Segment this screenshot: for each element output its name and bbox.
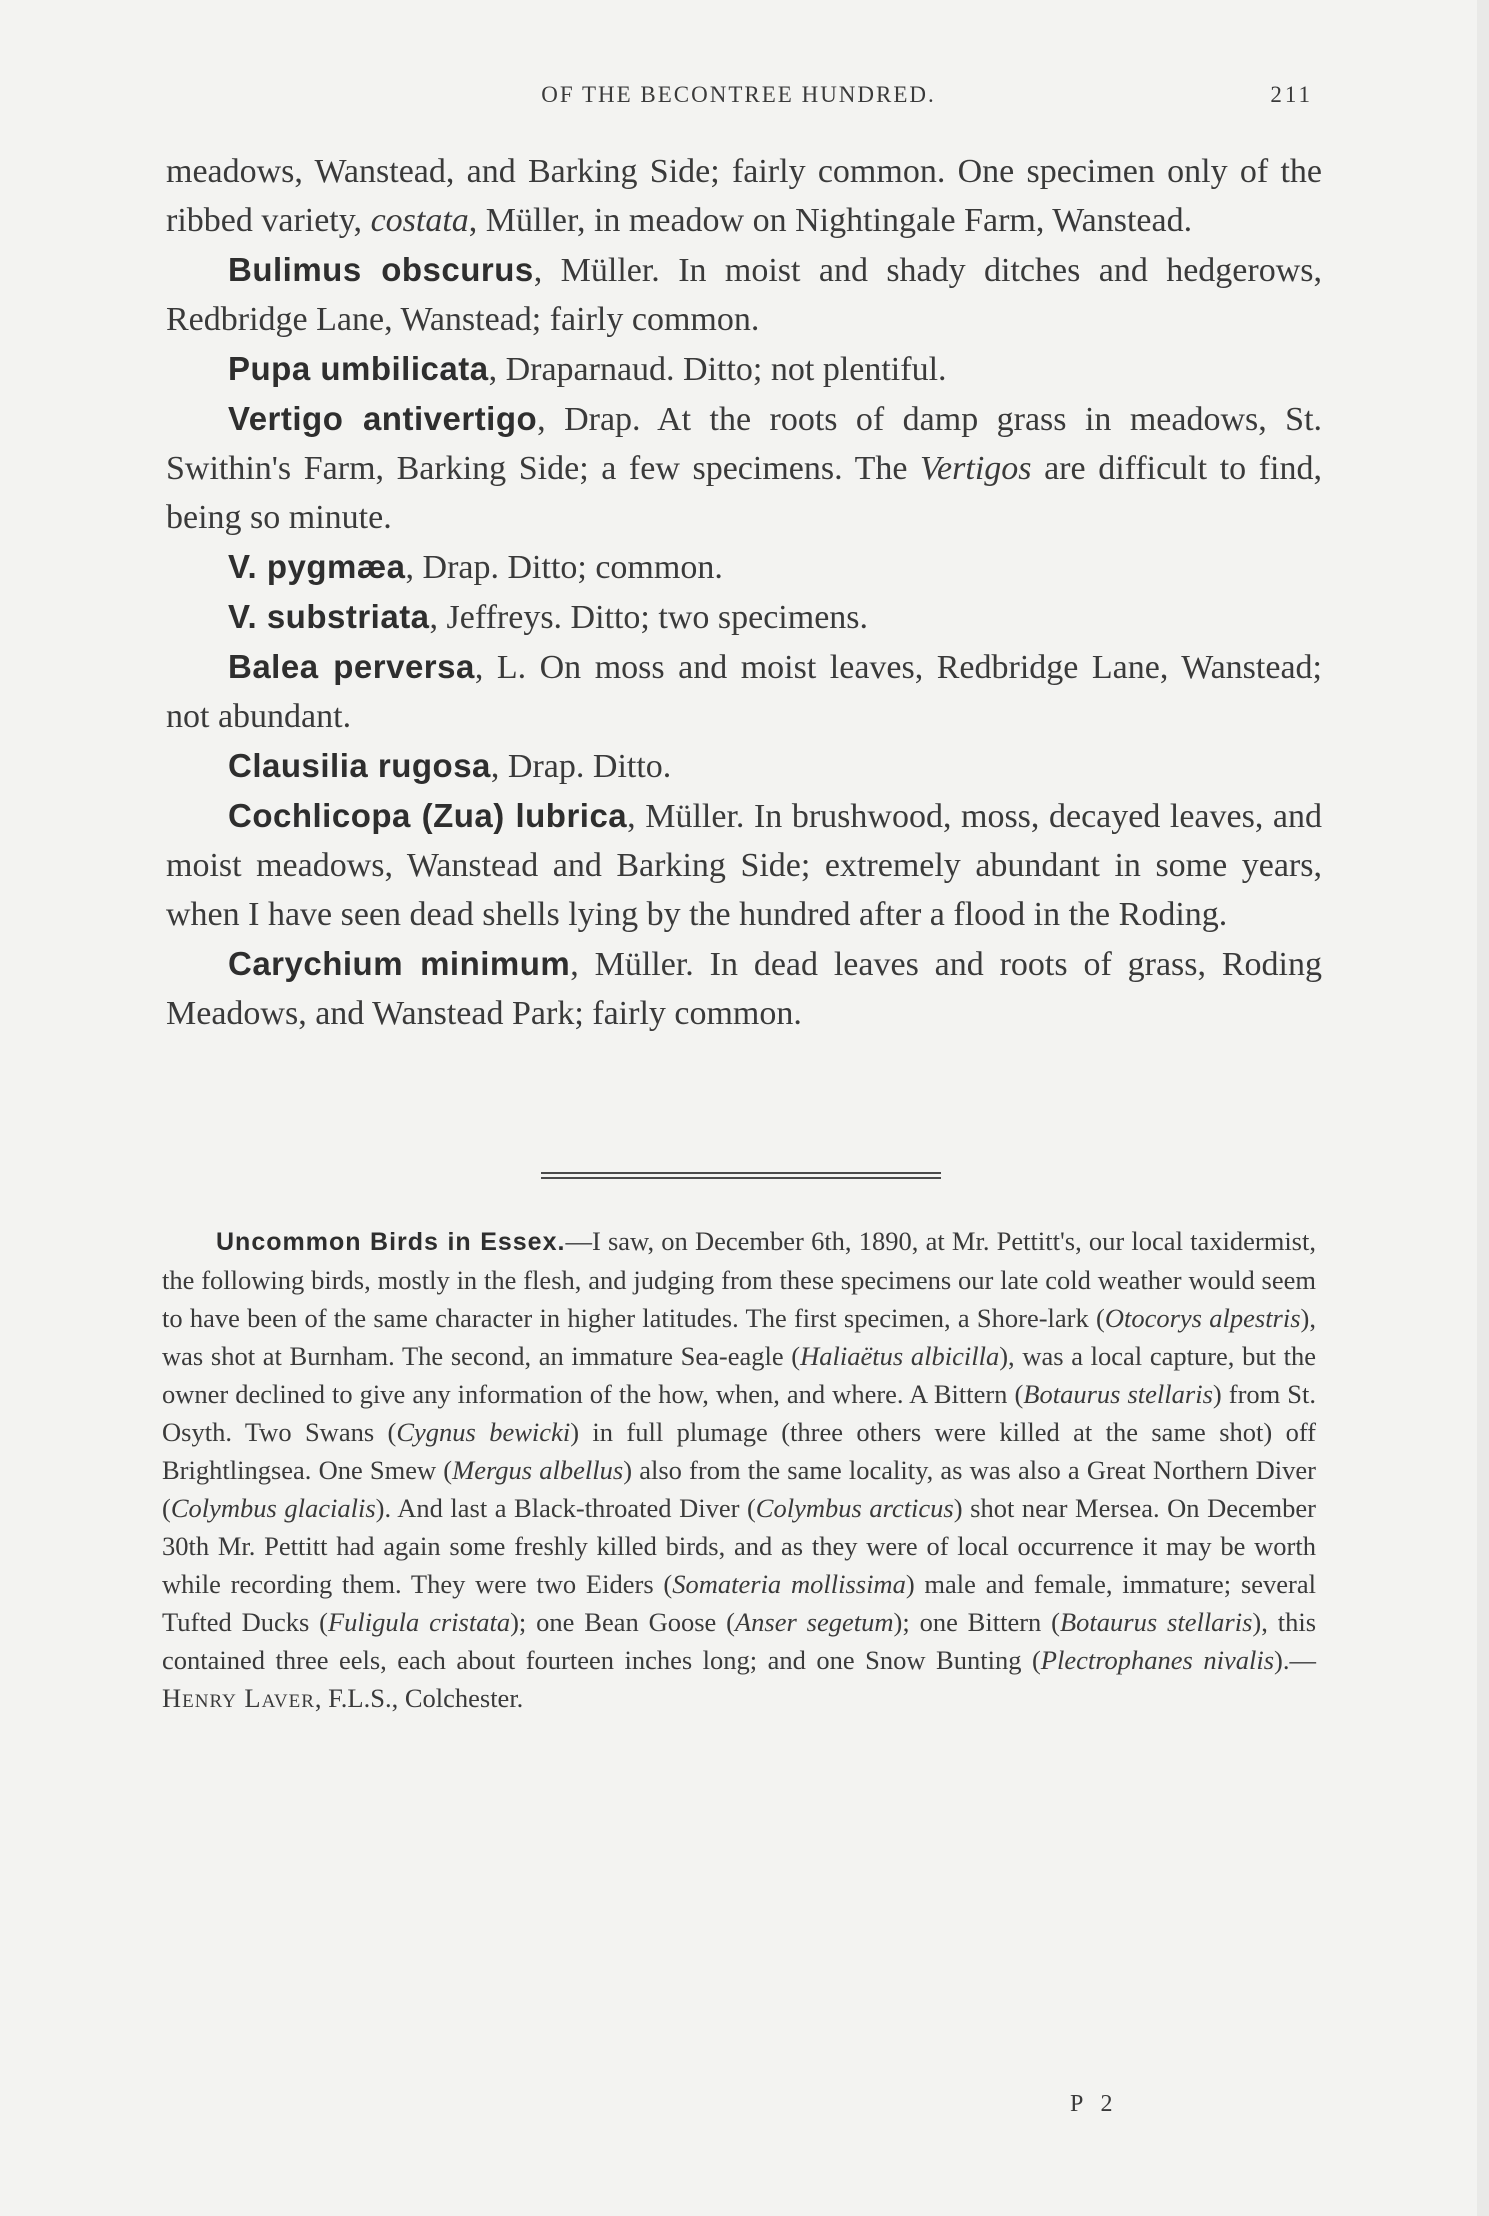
paragraph-continued	[166, 147, 1322, 245]
species-entry	[166, 642, 1322, 741]
latin-name: Colymbus arcticus	[755, 1493, 954, 1523]
note-text: ) from St. Osyth. Two Swans (	[162, 1379, 1317, 1447]
latin-name: Haliaëtus albicilla	[800, 1341, 1000, 1371]
variety-name: costata	[370, 202, 469, 239]
species-entry	[166, 592, 1322, 642]
note-text: ), was shot at Burnham. The second, an immature Sea-eagle (	[162, 1303, 1316, 1371]
species-list	[166, 147, 1322, 1038]
species-description: , Müller. In dead leaves and roots of grass, Roding Meadows, and Wanstead Park; fairly common.	[166, 946, 1322, 1032]
species-entry	[166, 245, 1322, 344]
species-name: V. pygmæa	[228, 548, 406, 585]
paragraph-text: , Müller, in meadow on Nightingale Farm, Wanstead.	[468, 202, 1193, 239]
latin-name: Mergus albellus	[452, 1455, 624, 1485]
species-entry	[166, 791, 1322, 939]
note-text: ); one Bittern (	[893, 1607, 1060, 1637]
page-number: 211	[1270, 82, 1313, 107]
note-text: ) in full plumage (three others were killed at the same shot) off Brightlingsea. One Smew (	[162, 1417, 1316, 1485]
section-divider	[541, 1172, 941, 1179]
latin-name: Fuligula cristata	[327, 1607, 511, 1637]
note-text: ) male and female, immature; several Tufted Ducks (	[162, 1569, 1316, 1637]
species-description: , Draparnaud. Ditto; not plentiful.	[488, 351, 947, 388]
running-title: OF THE BECONTREE HUNDRED.	[541, 82, 936, 107]
note-heading: Uncommon Birds in Essex.	[216, 1228, 566, 1256]
species-description: , Drap. Ditto.	[490, 748, 672, 785]
species-description: , Jeffreys. Ditto; two specimens.	[429, 599, 869, 636]
species-entry	[166, 542, 1322, 592]
latin-name: Anser segetum	[734, 1607, 894, 1637]
latin-name: Colymbus glacialis	[170, 1493, 376, 1523]
species-entry	[166, 344, 1322, 394]
note-text: ). And last a Black-throated Diver (	[375, 1493, 756, 1523]
species-description: , Müller. In moist and shady ditches and hedgerows, Redbridge Lane, Wanstead; fairly common.	[166, 252, 1322, 338]
note-text: ) also from the same locality, as was also a Great Northern Diver (	[162, 1455, 1316, 1523]
genus-italic: Vertigos	[920, 450, 1032, 487]
latin-name: Somateria mollissima	[672, 1569, 906, 1599]
species-entry	[166, 394, 1322, 542]
latin-name: Botaurus stellaris	[1023, 1379, 1213, 1409]
species-description: , L. On moss and moist leaves, Redbridge Lane, Wanstead; not abundant.	[166, 649, 1322, 735]
species-name: Balea perversa	[228, 648, 475, 685]
paragraph-text: meadows, Wanstead, and Barking Side; fairly common. One specimen only of the ribbed variety,	[166, 153, 1322, 239]
note-paragraph	[162, 1222, 1316, 1717]
note-text: , F.L.S., Colchester.	[314, 1683, 524, 1713]
note-text: ), this contained three eels, each about fourteen inches long; and one Snow Bunting (	[162, 1607, 1317, 1675]
species-description: are difficult to find, being so minute.	[166, 450, 1322, 536]
species-description: , Drap. At the roots of damp grass in meadows, St. Swithin's Farm, Barking Side; a few specimens. The	[166, 401, 1323, 487]
note-text: ) shot near Mersea. On December 30th Mr. Pettitt had again some freshly killed birds, and as they were of local occurrence it may be worth while recording them. They were two Eiders (	[162, 1493, 1316, 1599]
author-name: Henry Laver	[162, 1683, 315, 1713]
species-name: Cochlicopa (Zua) lubrica	[228, 797, 628, 834]
species-name: Vertigo antivertigo	[228, 400, 538, 437]
signature-mark: P 2	[1070, 2091, 1119, 2117]
species-name: Pupa umbilicata	[228, 350, 489, 387]
latin-name: Botaurus stellaris	[1059, 1607, 1253, 1637]
species-description: , Müller. In brushwood, moss, decayed leaves, and moist meadows, Wanstead and Barking Side; extremely abundant in some years, when I have seen dead shells lying by the hundred after a flood in the Roding.	[166, 798, 1323, 933]
bird-note	[162, 1222, 1316, 1717]
note-text: ).—	[1274, 1645, 1316, 1675]
species-name: V. substriata	[228, 598, 430, 635]
running-head	[164, 82, 1313, 122]
species-description: , Drap. Ditto; common.	[405, 549, 723, 586]
latin-name: Otocorys alpestris	[1104, 1303, 1301, 1333]
species-entry	[166, 939, 1322, 1038]
latin-name: Cygnus bewicki	[396, 1417, 571, 1447]
note-text: —I saw, on December 6th, 1890, at Mr. Pettitt's, our local taxidermist, the following birds, mostly in the flesh, and judging from these specimens our late cold weather would seem to have been of the same character in higher latitudes. The first specimen, a Shore-lark (	[162, 1226, 1316, 1333]
latin-name: Plectrophanes nivalis	[1040, 1645, 1275, 1675]
species-name: Carychium minimum	[228, 945, 571, 982]
species-entry	[166, 741, 1322, 791]
note-text: ), was a local capture, but the owner declined to give any information of the how, when, and where. A Bittern (	[162, 1341, 1317, 1409]
species-name: Clausilia rugosa	[228, 747, 491, 784]
note-text: ); one Bean Goose (	[510, 1607, 735, 1637]
species-name: Bulimus obscurus	[228, 251, 534, 288]
